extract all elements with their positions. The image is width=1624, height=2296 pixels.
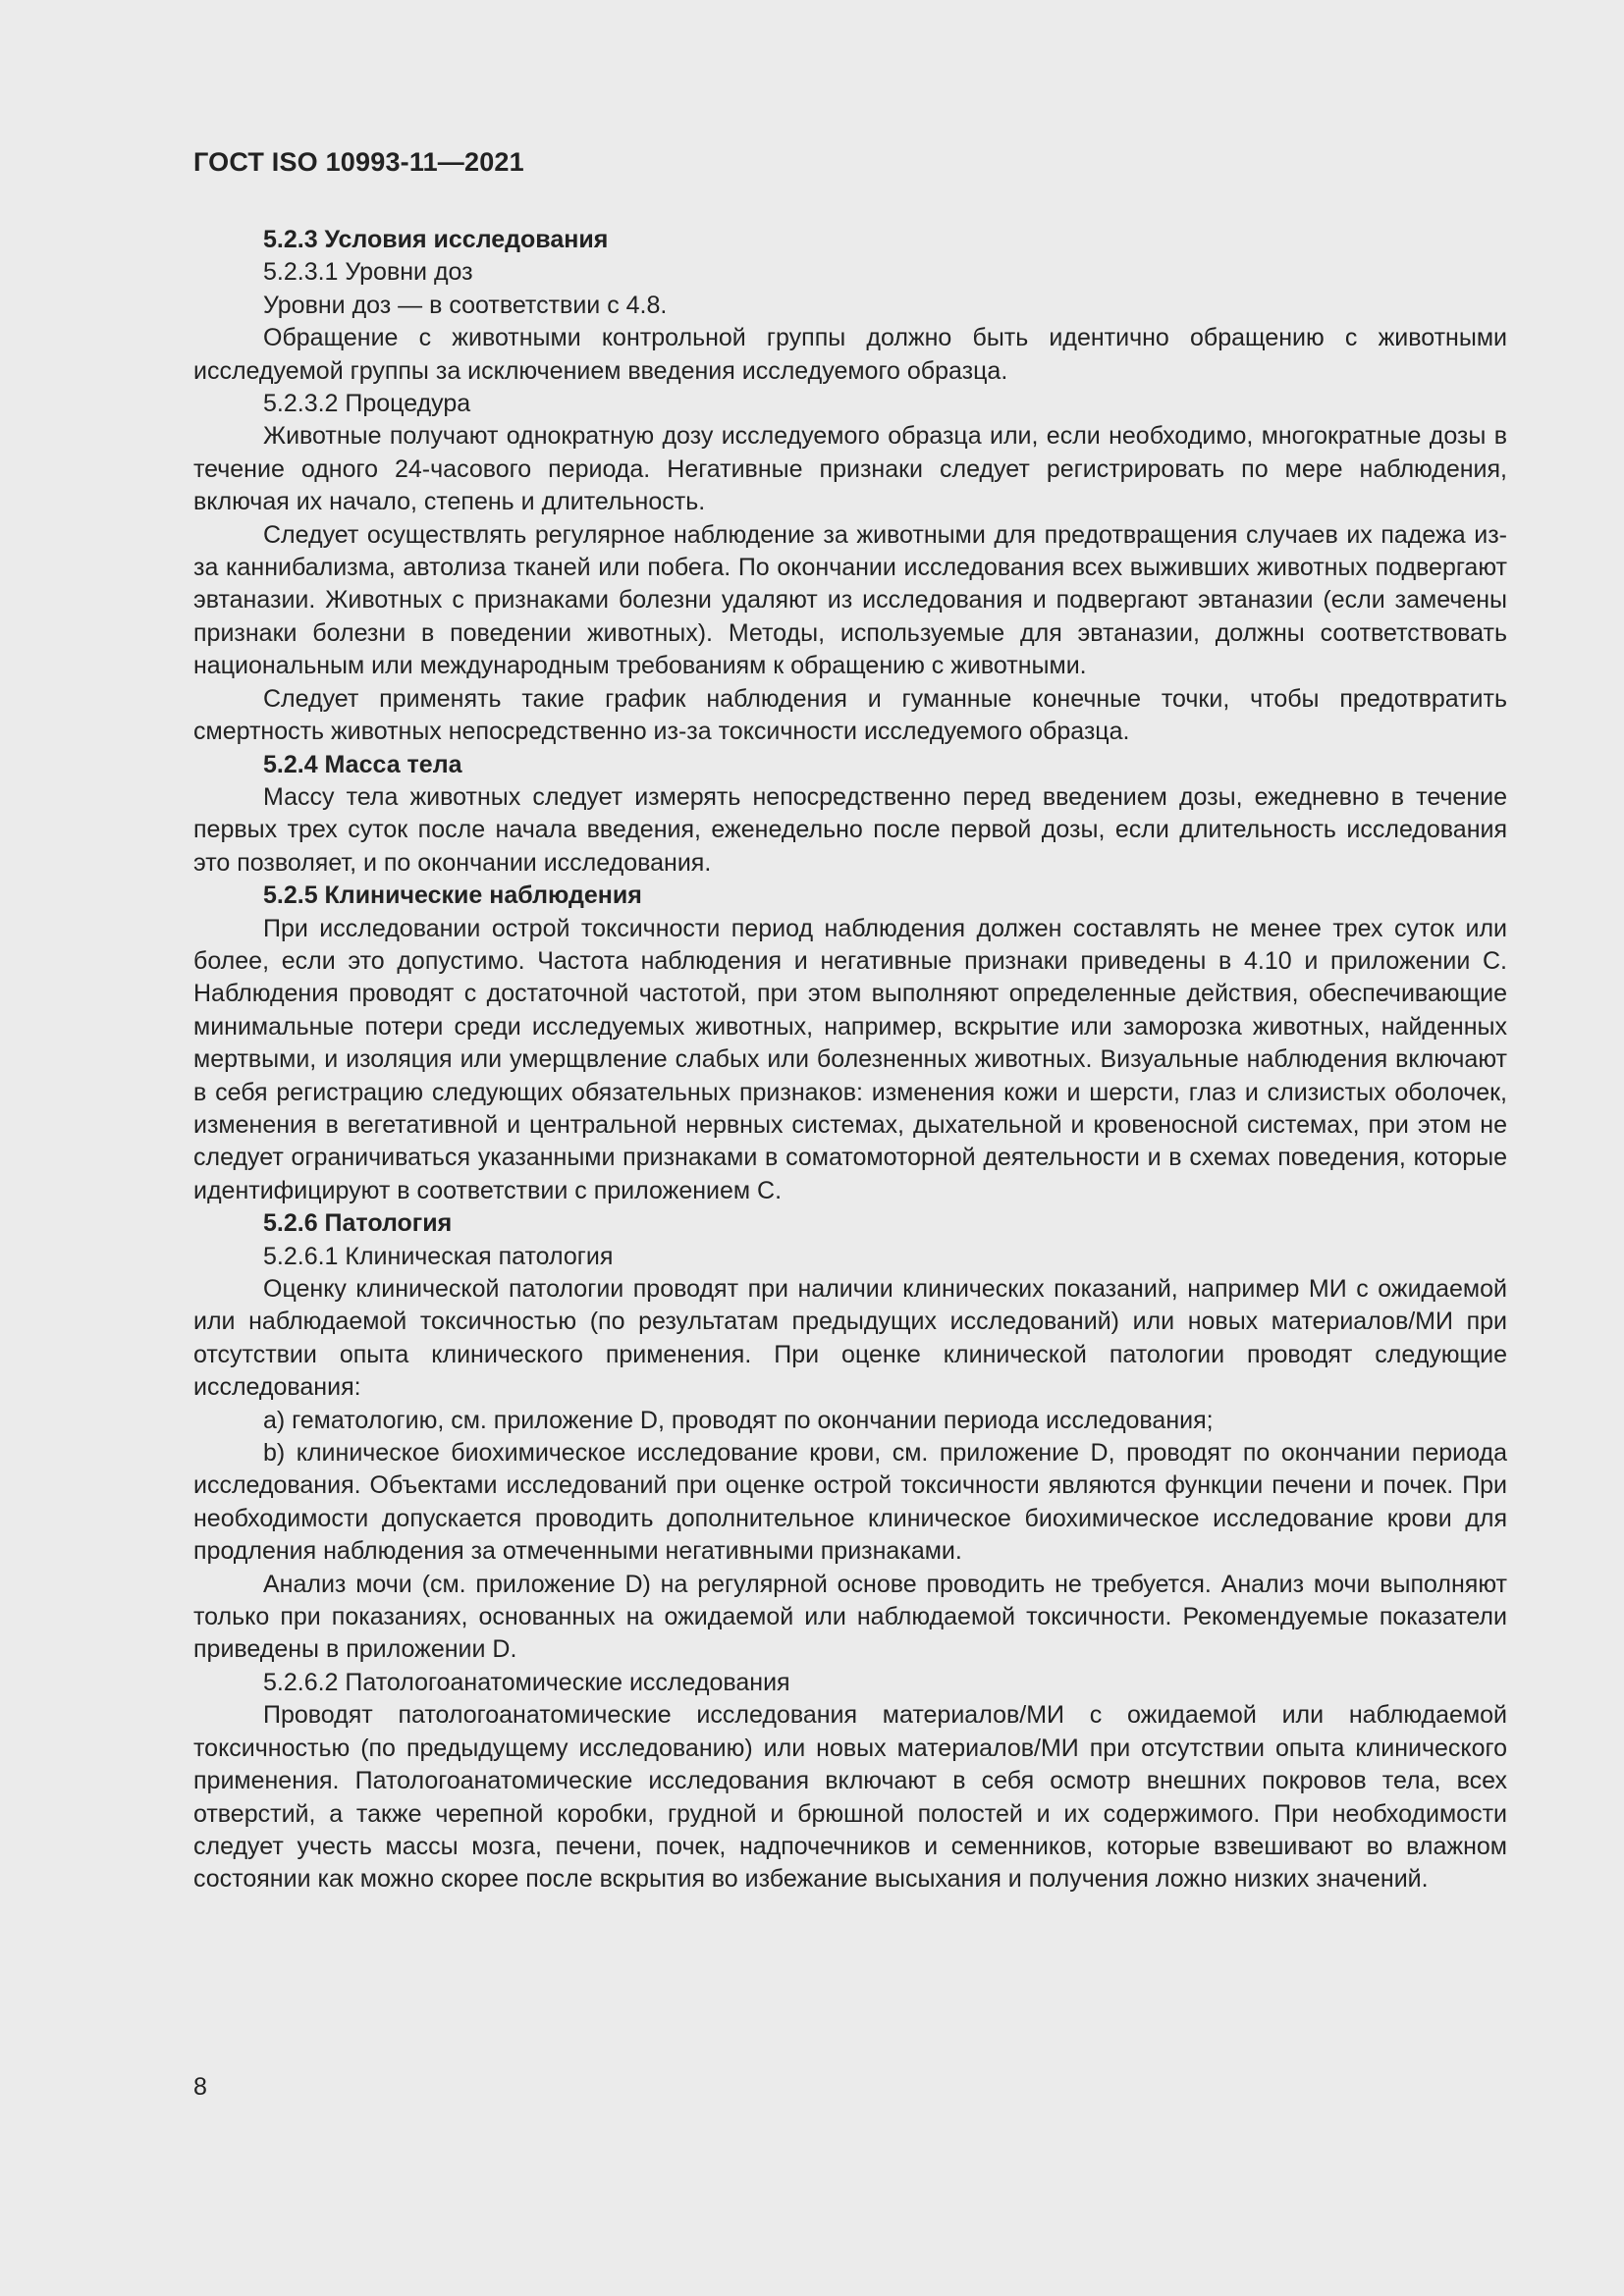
body-paragraph: Следует осуществлять регулярное наблюдение за животными для предотвращения случаев их падежа из-за каннибализма, автолиза тканей или побега. По окончании исследования всех выживших животных подвергают эвтаназии. Животных с признаками болезни удаляют из исследования и подвергают эвтаназии (если замечены признаки болезни в поведении животных). Методы, используемые для эвтаназии, должны соответствовать национальным или международным требованиям к обращению с животными. [193,520,1507,680]
body-paragraph: Массу тела животных следует измерять непосредственно перед введением дозы, ежедневно в течение первых трех суток после начала введения, еженедельно после первой дозы, если длительность исследования это позволяет, и по окончании исследования. [193,782,1507,877]
section-heading-5-2-6: 5.2.6 Патология [263,1209,453,1238]
body-paragraph: Проводят патологоанатомические исследования материалов/МИ с ожидаемой или наблюдаемой токсичностью (по предыдущему исследованию) или новых материалов/МИ при отсутствии опыта клинического применения. Патологоанатомические исследования включают в себя осмотр внешних покровов тела, всех отверстий, а также черепной коробки, грудной и брюшной полостей и их содержимого. При необходимости следует учесть массы мозга, печени, почек, надпочечников и семенников, которые взвешивают во влажном состоянии как можно скорее после вскрытия во избежание высыхания и получения ложно низких значений. [193,1701,1507,1894]
body-paragraph: Оценку клинической патологии проводят при наличии клинических показаний, например МИ с ожидаемой или наблюдаемой токсичностью (по результатам предыдущих исследований) или новых материалов/МИ при отсутствии опыта клинического применения. При оценке клинической патологии проводят следующие исследования: [193,1275,1507,1402]
body-paragraph: Уровни доз — в соответствии с 4.8. [263,291,668,319]
page-number: 8 [193,2073,207,2101]
list-item-a: a) гематологию, см. приложение D, проводят по окончании периода исследования; [263,1406,1214,1434]
body-paragraph: Следует применять такие график наблюдения и гуманные конечные точки, чтобы предотвратить смертность животных непосредственно из-за токсичности исследуемого образца. [193,684,1507,746]
subsection-heading-5-2-3-1: 5.2.3.1 Уровни доз [263,258,473,287]
subsection-heading-5-2-6-1: 5.2.6.1 Клиническая патология [263,1242,614,1270]
document-header: ГОСТ ISO 10993-11—2021 [193,147,524,177]
body-paragraph: Животные получают однократную дозу исследуемого образца или, если необходимо, многократные дозы в течение одного 24-часового периода. Негативные признаки следует регистрировать по мере наблюдения, включая их начало, степень и длительность. [193,422,1507,516]
body-paragraph: При исследовании острой токсичности период наблюдения должен составлять не менее трех суток или более, если это допустимо. Частота наблюдения и негативные признаки приведены в 4.10 и приложении С. Наблюдения проводят с достаточной частотой, при этом выполняют определенные действия, обеспечивающие минимальные потери среди исследуемых животных, например, вскрытие или заморозка животных, найденных мертвыми, и изоляция или умерщвление слабых или болезненных животных. Визуальные наблюдения включают в себя регистрацию следующих обязательных признаков: изменения кожи и шерсти, глаз и слизистых оболочек, изменения в вегетативной и центральной нервных системах, дыхательной и кровеносной системах, при этом не следует ограничиваться указанными признаками в соматомоторной деятельности и в схемах поведения, которые идентифицируют в соответствии с приложением С. [193,914,1507,1204]
subsection-heading-5-2-3-2: 5.2.3.2 Процедура [263,390,471,418]
body-paragraph: Обращение с животными контрольной группы должно быть идентично обращению с животными исследуемой группы за исключением введения исследуемого образца. [193,324,1507,385]
section-heading-5-2-5: 5.2.5 Клинические наблюдения [263,881,642,910]
body-paragraph: Анализ мочи (см. приложение D) на регулярной основе проводить не требуется. Анализ мочи выполняют только при показаниях, основанных на ожидаемой или наблюдаемой токсичности. Рекомендуемые показатели приведены в приложении D. [193,1570,1507,1664]
list-item-b: b) клиническое биохимическое исследование крови, см. приложение D, проводят по окончании периода исследования. Объектами исследований при оценке острой токсичности являются функции печени и почек. При необходимости допускается проводить дополнительное клиническое биохимическое исследование крови для продления наблюдения за отмеченными негативными признаками. [193,1439,1507,1566]
section-heading-5-2-3: 5.2.3 Условия исследования [263,226,609,253]
subsection-heading-5-2-6-2: 5.2.6.2 Патологоанатомические исследования [263,1668,790,1696]
section-heading-5-2-4: 5.2.4 Масса тела [263,750,462,778]
document-body [193,224,1507,1896]
